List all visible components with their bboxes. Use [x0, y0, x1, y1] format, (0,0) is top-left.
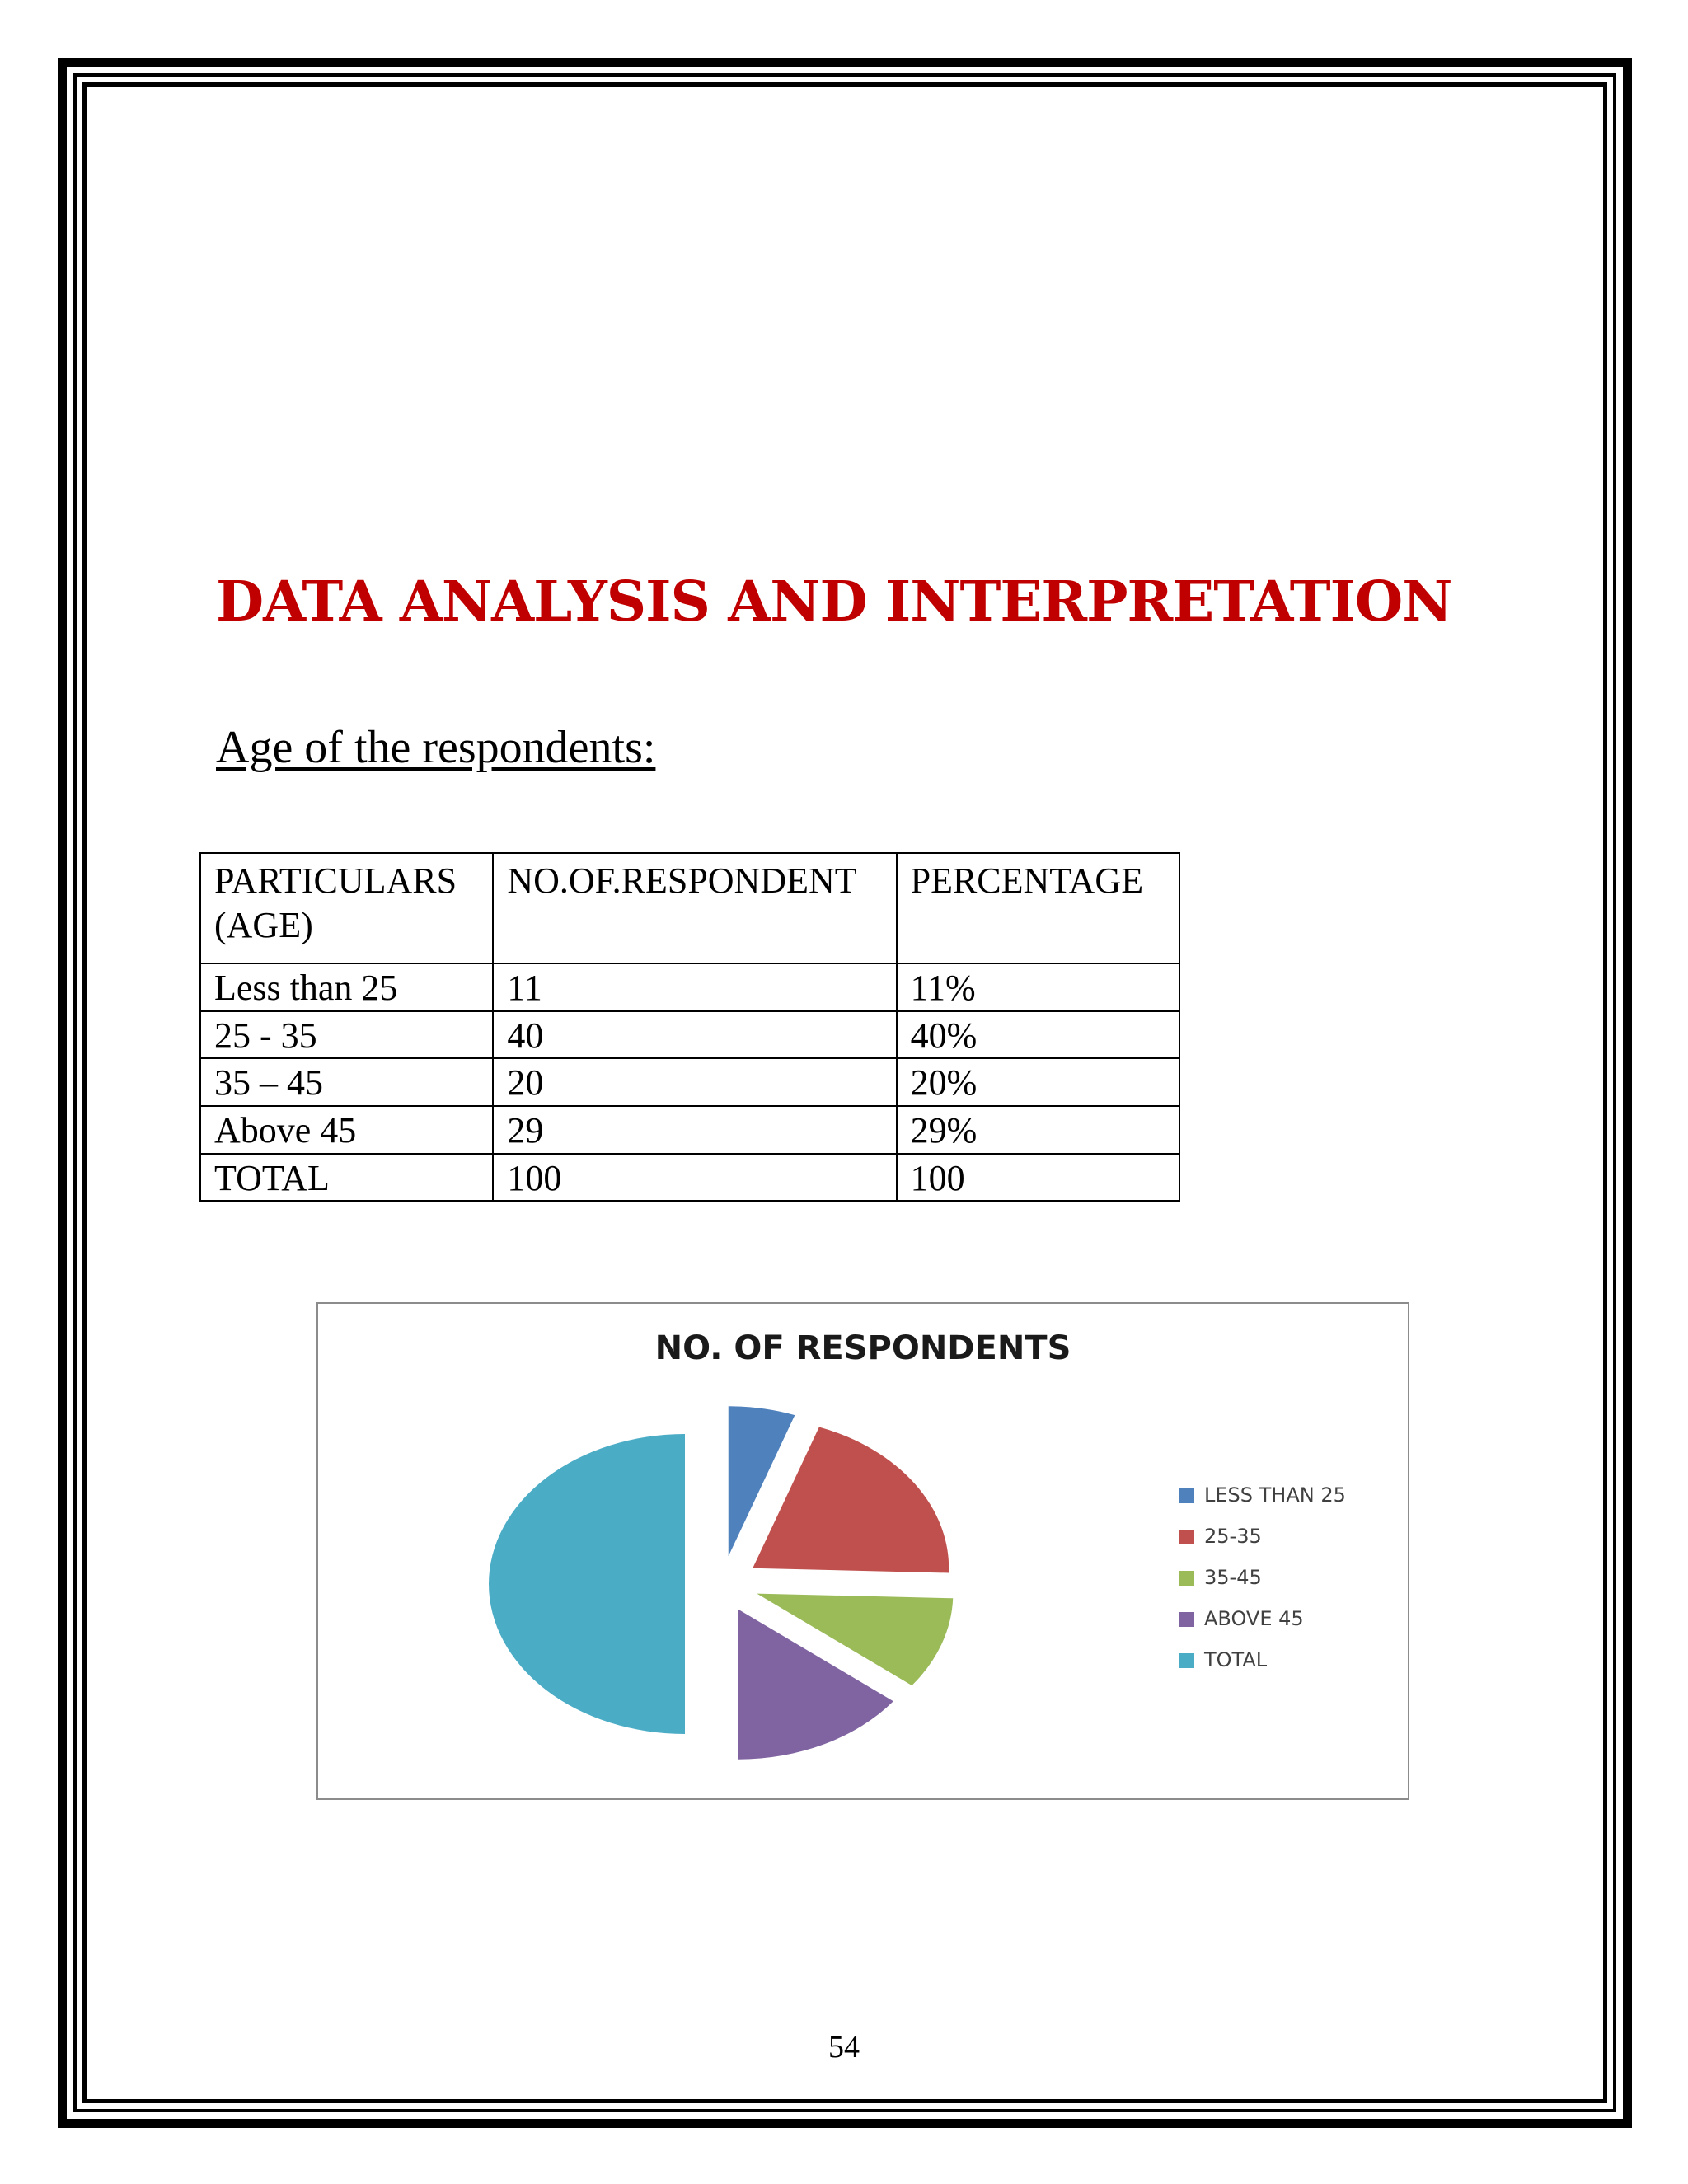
table-row — [200, 1011, 1179, 1059]
cell-age: Less than 25 — [200, 963, 493, 1011]
pie-slices — [489, 1406, 953, 1759]
table-row — [200, 1154, 1179, 1202]
cell-percent: 40% — [897, 1011, 1179, 1059]
cell-count: 29 — [493, 1106, 896, 1154]
cell-age: TOTAL — [200, 1154, 493, 1202]
table-row — [200, 963, 1179, 1011]
table-row — [200, 1106, 1179, 1154]
pie-slice-25-35 — [753, 1427, 949, 1573]
table-header-row — [200, 853, 1179, 963]
cell-age: Above 45 — [200, 1106, 493, 1154]
pie-slice-total — [489, 1434, 685, 1734]
legend-swatch — [1179, 1530, 1194, 1544]
pie-chart-svg — [318, 1304, 1408, 1798]
page-number: 54 — [828, 2030, 860, 2064]
cell-percent: 20% — [897, 1058, 1179, 1106]
pie-chart — [316, 1302, 1409, 1800]
chart-legend — [1179, 1483, 1346, 1671]
legend-label: ABOVE 45 — [1204, 1607, 1304, 1630]
chart-title: NO. OF RESPONDENTS — [654, 1329, 1071, 1367]
cell-count: 11 — [493, 963, 896, 1011]
cell-percent: 100 — [897, 1154, 1179, 1202]
cell-percent: 11% — [897, 963, 1179, 1011]
header-respondents: NO.OF.RESPONDENT — [493, 853, 896, 963]
table-row — [200, 1058, 1179, 1106]
legend-label: TOTAL — [1204, 1648, 1268, 1671]
legend-swatch — [1179, 1571, 1194, 1586]
table-caption: Age of the respondents: — [216, 722, 656, 773]
legend-label: LESS THAN 25 — [1204, 1483, 1346, 1507]
header-particulars: PARTICULARS (AGE) — [200, 853, 493, 963]
cell-count: 20 — [493, 1058, 896, 1106]
cell-count: 100 — [493, 1154, 896, 1202]
legend-swatch — [1179, 1612, 1194, 1627]
section-heading: DATA ANALYSIS AND INTERPRETATION — [216, 569, 1452, 634]
cell-age: 25 - 35 — [200, 1011, 493, 1059]
legend-label: 25-35 — [1204, 1525, 1262, 1548]
legend-label: 35-45 — [1204, 1566, 1262, 1589]
header-percentage: PERCENTAGE — [897, 853, 1179, 963]
legend-swatch — [1179, 1488, 1194, 1503]
legend-swatch — [1179, 1653, 1194, 1668]
cell-percent: 29% — [897, 1106, 1179, 1154]
cell-age: 35 – 45 — [200, 1058, 493, 1106]
age-table — [199, 852, 1180, 1202]
cell-count: 40 — [493, 1011, 896, 1059]
